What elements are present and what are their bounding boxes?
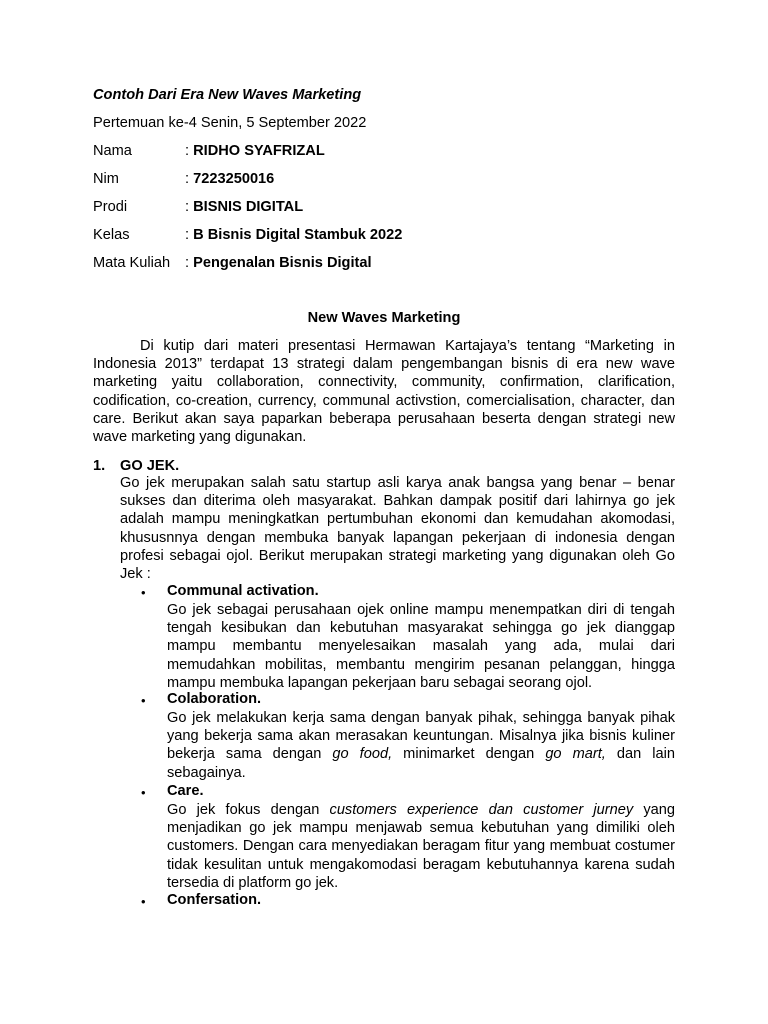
text-run: Go jek fokus dengan: [167, 802, 330, 818]
info-value-text: BISNIS DIGITAL: [193, 199, 304, 215]
section-paragraph: Go jek merupakan salah satu startup asli karya anak bangsa yang benar – benar sukses dan diterima oleh masyarakat. Bahkan dampak positif dari lahirnya go jek adalah mampu meningkatkan pertumbuhan ekonomi dan kemudahan akomodasi, khususnnya dengan membuka banyak lapangan pekerjaan di indonesia dengan profesi sebagai ojol. Berikut merupakan strategi marketing yang digunakan oleh Go Jek :: [120, 475, 675, 583]
info-value: [185, 143, 325, 159]
meeting-info: Pertemuan ke-4 Senin, 5 September 2022: [93, 115, 367, 131]
info-label: Prodi: [93, 199, 128, 215]
info-value: [185, 227, 402, 243]
bullet-paragraph: [167, 709, 675, 782]
text-run-italic: go mart,: [545, 746, 606, 763]
bullet-title: Communal activation.: [167, 583, 319, 599]
bullet-title: Confersation.: [167, 892, 262, 908]
bullet-title: Care.: [167, 783, 204, 799]
bullet-icon: •: [141, 693, 146, 708]
list-item-title: [93, 458, 179, 474]
info-value: [185, 171, 274, 187]
info-value-text: RIDHO SYAFRIZAL: [193, 143, 325, 159]
colon: :: [185, 199, 190, 215]
section-heading: New Waves Marketing: [307, 310, 461, 326]
info-value: [185, 255, 372, 271]
bullet-icon: •: [141, 585, 146, 600]
info-label: Nim: [93, 171, 119, 187]
info-label: Nama: [93, 143, 132, 159]
info-value-text: B Bisnis Digital Stambuk 2022: [193, 227, 403, 243]
info-label: Kelas: [93, 227, 130, 243]
bullet-icon: •: [141, 785, 146, 800]
info-value-text: 7223250016: [193, 171, 275, 187]
bullet-title: Colaboration.: [167, 691, 262, 707]
list-item-heading: GO JEK.: [120, 458, 180, 474]
info-value-text: Pengenalan Bisnis Digital: [193, 255, 372, 271]
text-run-italic: go food,: [332, 746, 393, 763]
info-value: [185, 199, 303, 215]
intro-paragraph: Di kutip dari materi presentasi Hermawan Kartajaya’s tentang “Marketing in Indonesia 2013” terdapat 13 strategi dalam pengembangan bisnis di era new wave marketing yaitu collaboration, connectivity, community, confirmation, clarification, codification, co-creation, currency, communal activstion, comercialisation, character, dan care. Berikut akan saya paparkan beberapa perusahaan beserta dengan strategi new wave marketing yang digunakan.: [93, 338, 675, 446]
bullet-icon: •: [141, 894, 146, 909]
text-run: dan lain sebagainya.: [167, 746, 675, 781]
colon: :: [185, 255, 190, 271]
colon: :: [185, 143, 190, 159]
info-label: Mata Kuliah: [93, 255, 171, 271]
text-run: minimarket dengan: [392, 746, 546, 763]
document-title: Contoh Dari Era New Waves Marketing: [93, 87, 362, 103]
list-number: 1.: [93, 458, 106, 474]
text-run-italic: customers experience dan customer jurney: [329, 802, 634, 818]
text-run: Go jek melakukan kerja sama dengan banyak pihak, sehingga banyak pihak yang bekerja sama akan merasakan keuntungan. Misalnya jika bisnis kuliner bekerja sama dengan: [167, 710, 675, 763]
colon: :: [185, 171, 190, 187]
colon: :: [185, 227, 190, 243]
bullet-paragraph: [167, 801, 675, 892]
text-run: yang menjadikan go jek mampu menjawab semua kebutuhan yang dimiliki oleh customers. Dengan cara menyediakan beragam fitur yang membuat costumer tidak kesulitan untuk mengakomodasi beragam kebutuhannya karena sudah tersedia di platform go jek.: [167, 802, 675, 891]
bullet-paragraph: Go jek sebagai perusahaan ojek online mampu menempatkan diri di tengah tengah kesibukan dan kebutuhan masyarakat sehingga go jek dianggap mampu membantu menyelesaikan masalah yang ada, mulai dari memudahkan mobilitas, membantu mengirim pesanan pelanggan, hingga mampu membuka lapangan pekerjaan baru sebagai seorang ojol.: [167, 602, 675, 691]
